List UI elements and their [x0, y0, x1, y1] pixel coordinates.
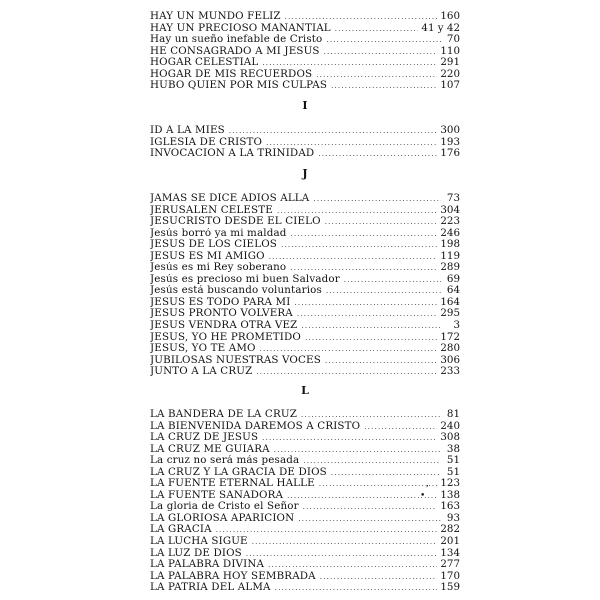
index-entry [150, 455, 460, 467]
entry-title: INVOCACION A LA TRINIDAD [150, 148, 315, 160]
index-entry [150, 137, 460, 149]
index-entry [150, 571, 460, 583]
dot-leader [294, 298, 437, 309]
entry-title: HAY UN MUNDO FELIZ [150, 11, 281, 22]
dot-leader [290, 229, 437, 240]
entry-page: 70 [446, 34, 460, 46]
entry-page: 308 [440, 432, 460, 444]
index-entry [150, 228, 460, 240]
entry-title: LA FUENTE ETERNAL HALLE [150, 478, 315, 490]
entry-page: 41 y 42 [421, 22, 460, 34]
dot-leader [252, 537, 438, 548]
index-entry [150, 34, 460, 46]
index-entry [150, 205, 460, 217]
index-entry [150, 536, 460, 548]
index-entry [150, 366, 460, 378]
entry-page: 220 [440, 68, 460, 80]
entry-page: 134 [440, 547, 460, 559]
dot-leader [325, 217, 438, 228]
entry-title: HOGAR DE MIS RECUERDOS [150, 68, 313, 80]
entry-page: 233 [440, 366, 460, 378]
dot-leader [285, 12, 438, 23]
entry-page: 280 [440, 343, 460, 355]
index-entry [150, 57, 460, 69]
dot-leader [331, 81, 437, 92]
entry-title: JESUS ES MI AMIGO [150, 250, 265, 262]
entry-title: JERUSALEN CELESTE [150, 204, 273, 216]
entry-page: 107 [440, 80, 460, 92]
entry-page: 172 [440, 331, 460, 343]
dot-leader [318, 149, 437, 160]
index-entry [150, 148, 460, 160]
entry-title: JESUS PRONTO VOLVERA [150, 308, 293, 320]
entry-page: 51 [446, 455, 460, 467]
index-entry [150, 80, 460, 92]
dot-leader [260, 344, 438, 355]
dot-leader [277, 206, 437, 217]
entry-title: LA PALABRA DIVINA [150, 559, 265, 571]
entry-page: 170 [440, 570, 460, 582]
index-entry [150, 297, 460, 309]
dot-leader [313, 194, 441, 205]
dot-leader [266, 138, 437, 149]
dot-leader [269, 252, 438, 263]
section-letter-j: J [302, 167, 308, 180]
entry-page: 64 [446, 285, 460, 297]
entry-page: 159 [440, 582, 460, 594]
index-entry [150, 490, 460, 502]
section-i-list [150, 125, 460, 160]
entry-page: 291 [440, 57, 460, 69]
entry-page: 201 [440, 536, 460, 548]
entry-page: 240 [440, 420, 460, 432]
dot-leader [216, 525, 438, 536]
index-entry [150, 524, 460, 536]
index-entry [150, 355, 460, 367]
entry-page: 110 [440, 45, 460, 57]
entry-page: 282 [440, 524, 460, 536]
entry-title: HUBO QUIEN POR MIS CULPAS [150, 80, 328, 92]
dot-leader [287, 491, 437, 502]
dot-leader [305, 333, 437, 344]
dot-leader [262, 58, 437, 69]
entry-page: 73 [446, 193, 460, 204]
entry-page: 3 [453, 320, 460, 332]
entry-page: 123 [440, 478, 460, 490]
entry-title: IGLESIA DE CRISTO [150, 136, 263, 148]
index-entry [150, 478, 460, 490]
entry-page: 38 [446, 443, 460, 455]
entry-title: LA BANDERA DE LA CRUZ [150, 409, 297, 420]
index-entry [150, 262, 460, 274]
entry-page: 300 [440, 125, 460, 136]
entry-title: JESUS ES TODO PARA MI [150, 296, 291, 308]
entry-page: 119 [440, 250, 460, 262]
dot-leader [316, 70, 437, 81]
index-entry [150, 11, 460, 23]
dot-leader [290, 263, 437, 274]
index-entry [150, 501, 460, 513]
entry-title: LA FUENTE SANADORA [150, 489, 284, 501]
dot-leader [297, 309, 437, 320]
entry-page: 163 [440, 501, 460, 513]
entry-title: JAMAS SE DICE ADIOS ALLA [150, 193, 310, 204]
index-entry [150, 467, 460, 479]
index-entry [150, 421, 460, 433]
section-j-list [150, 193, 460, 378]
index-entry [150, 216, 460, 228]
dot-leader [275, 583, 438, 594]
dot-leader [326, 286, 441, 297]
entry-title: LA GLORIOSA APARICION [150, 512, 295, 524]
index-entry [150, 69, 460, 81]
dot-leader [331, 468, 441, 479]
entry-page: 164 [440, 296, 460, 308]
entry-title: JUBILOSAS NUESTRAS VOCES [150, 354, 321, 366]
dot-leader [364, 422, 437, 433]
entry-page: 93 [446, 512, 460, 524]
entry-page: 81 [446, 409, 460, 420]
entry-page: 51 [446, 466, 460, 478]
entry-title: JESUS VENDRA OTRA VEZ [150, 320, 298, 332]
entry-page: 193 [440, 136, 460, 148]
entry-title: LA LUCHA SIGUE [150, 536, 248, 548]
index-entry [150, 582, 460, 594]
index-entry [150, 239, 460, 251]
index-entry [150, 559, 460, 571]
index-entry [150, 444, 460, 456]
entry-page: 160 [440, 11, 460, 22]
entry-title: Jesús es mi Rey soberano [150, 262, 287, 274]
entry-title: JESUCRISTO DESDE EL CIELO [150, 216, 321, 228]
entry-page: 69 [446, 273, 460, 285]
entry-title: JESUS, YO HE PROMETIDO [150, 331, 302, 343]
dot-leader [320, 572, 438, 583]
dot-leader [326, 35, 441, 46]
entry-title: LA BIENVENIDA DAREMOS A CRISTO [150, 420, 361, 432]
entry-page: 306 [440, 354, 460, 366]
entry-title: LA GRACIA [150, 524, 212, 536]
index-entry [150, 409, 460, 421]
entry-page: 246 [440, 227, 460, 239]
section-h-list [150, 11, 460, 92]
entry-title: Jesús es precioso mi buen Salvador [150, 273, 340, 285]
index-entry [150, 332, 460, 344]
dot-leader [301, 410, 441, 421]
dot-leader [229, 126, 438, 137]
dot-leader [301, 321, 441, 332]
entry-title: HOGAR CELESTIAL [150, 57, 259, 69]
entry-title: Jesús está buscando voluntarios [150, 285, 322, 297]
entry-title: LA PALABRA HOY SEMBRADA [150, 570, 316, 582]
dot-leader [262, 433, 437, 444]
entry-page: 176 [440, 148, 460, 160]
entry-page: 198 [440, 239, 460, 251]
dot-leader [298, 514, 441, 525]
index-entry [150, 513, 460, 525]
entry-title: La cruz no será más pesada [150, 455, 300, 467]
index-entry [150, 193, 460, 205]
index-entry [150, 251, 460, 263]
dot-leader [281, 240, 437, 251]
index-entry [150, 46, 460, 58]
entry-title: JESUS, YO TE AMO [150, 343, 256, 355]
dot-leader [274, 445, 441, 456]
entry-title: LA CRUZ ME GUIARA [150, 443, 270, 455]
entry-title: ID A LA MIES [150, 125, 225, 136]
entry-title: La gloria de Cristo el Señor [150, 501, 299, 513]
entry-title: HAY UN PRECIOSO MANANTIAL [150, 22, 331, 34]
print-speck: ‚ [426, 479, 429, 489]
index-entry [150, 125, 460, 137]
entry-page: 304 [440, 204, 460, 216]
entry-title: JESUS DE LOS CIELOS [150, 239, 278, 251]
index-entry [150, 308, 460, 320]
index-entry [150, 320, 460, 332]
entry-page: 277 [440, 559, 460, 571]
entry-page: 138 [440, 489, 460, 501]
entry-title: LA CRUZ DE JESUS [150, 432, 259, 444]
entry-title: LA CRUZ Y LA GRACIA DE DIOS [150, 466, 327, 478]
entry-title: Hay un sueño inefable de Cristo [150, 34, 323, 46]
index-entry [150, 23, 460, 35]
dot-leader [256, 367, 437, 378]
dot-leader [303, 502, 438, 513]
dot-leader [324, 47, 438, 58]
entry-title: LA LUZ DE DIOS [150, 547, 242, 559]
print-speck: • [420, 491, 426, 501]
dot-leader [246, 549, 437, 560]
entry-title: JUNTO A LA CRUZ [150, 366, 253, 378]
dot-leader [268, 560, 437, 571]
entry-page: 223 [440, 216, 460, 228]
section-l-list [150, 409, 460, 594]
index-entry [150, 274, 460, 286]
entry-title: Jesús borró ya mi maldad [150, 227, 287, 239]
index-entry [150, 548, 460, 560]
entry-page: 295 [440, 308, 460, 320]
dot-leader [303, 456, 441, 467]
entry-title: LA PATRIA DEL ALMA [150, 582, 271, 594]
section-letter-l: L [301, 384, 309, 397]
index-entry [150, 285, 460, 297]
entry-title: HE CONSAGRADO A MI JESUS [150, 45, 320, 57]
dot-leader [344, 275, 441, 286]
index-entry [150, 343, 460, 355]
section-letter-i: I [302, 99, 308, 112]
dot-leader [319, 479, 438, 490]
entry-page: 289 [440, 262, 460, 274]
dot-leader [325, 356, 437, 367]
dot-leader [335, 24, 419, 35]
index-entry [150, 432, 460, 444]
